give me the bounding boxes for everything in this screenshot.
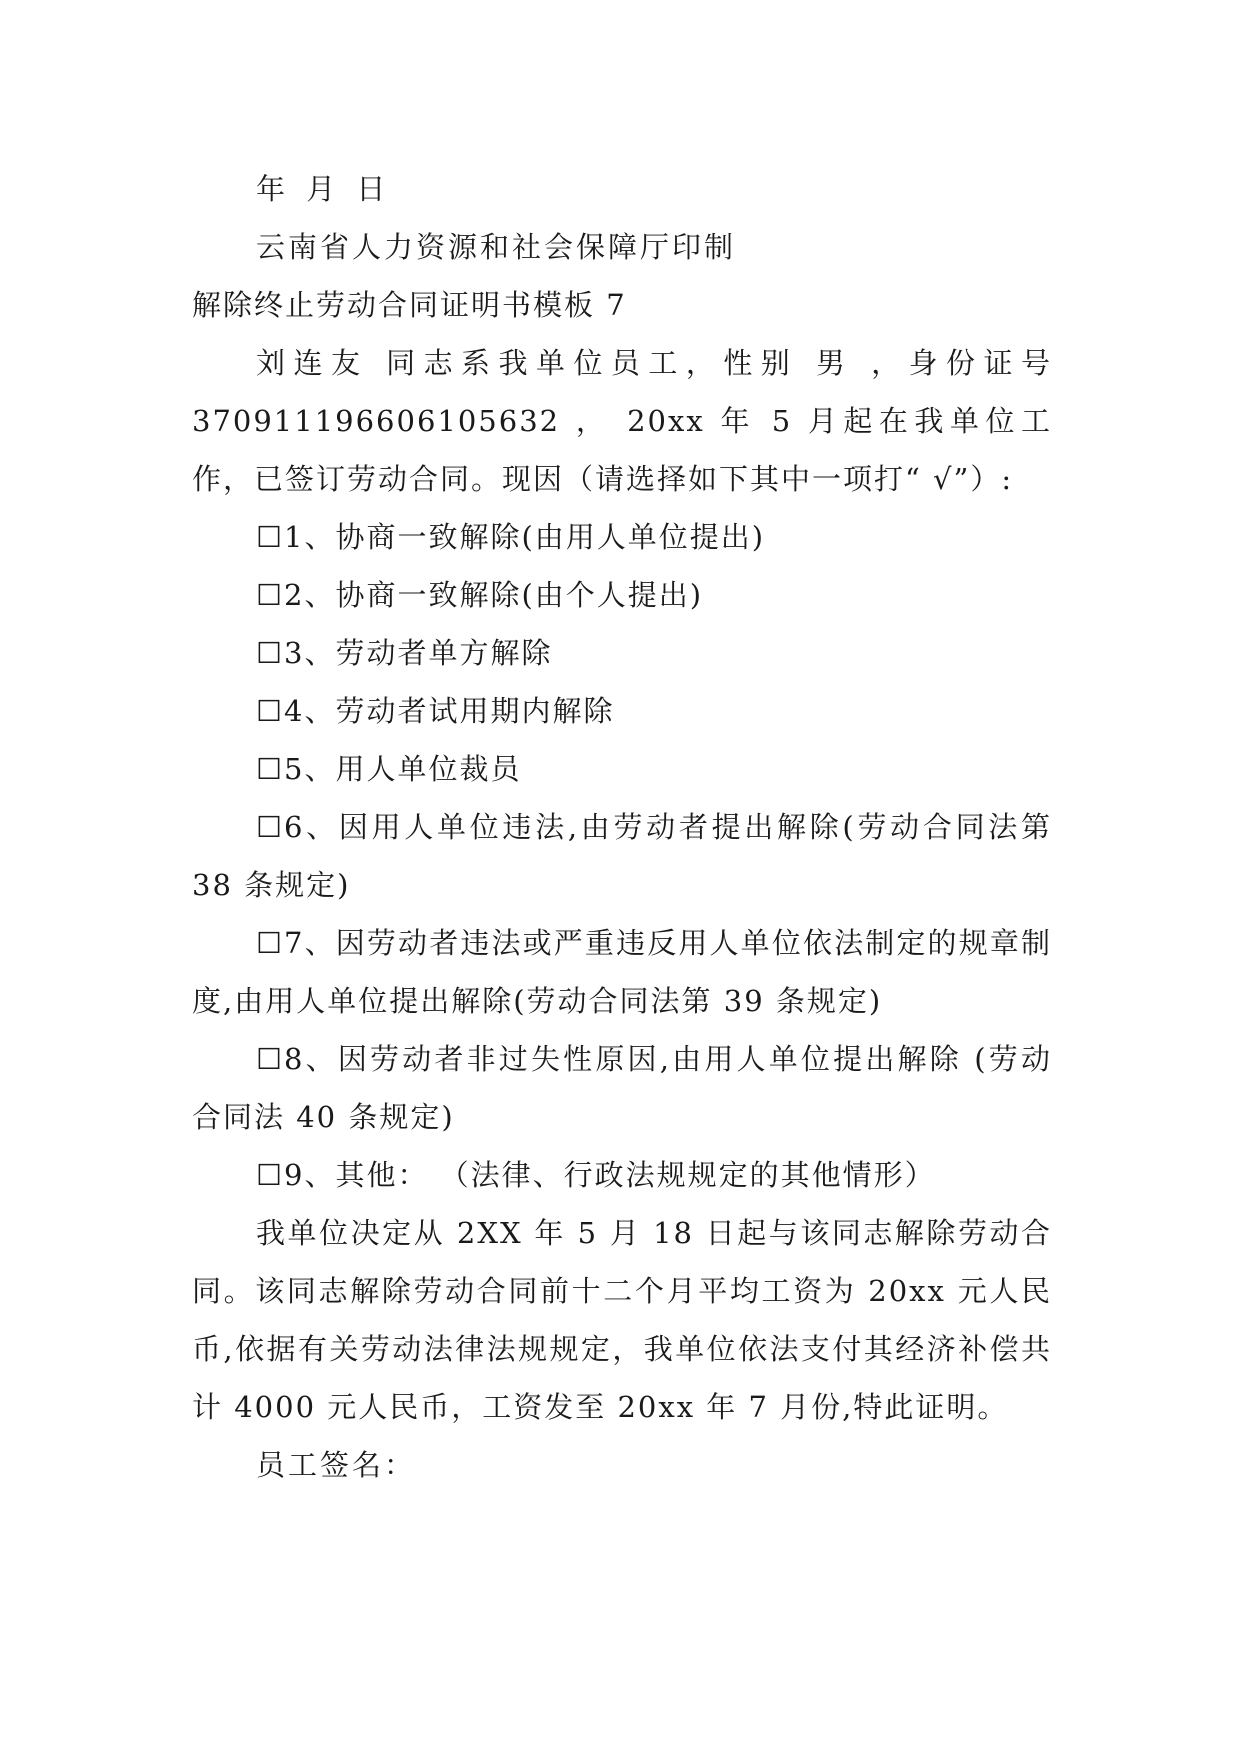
template-title: 解除终止劳动合同证明书模板 7 — [192, 288, 627, 322]
signature-label: 员工签名： — [256, 1448, 417, 1482]
option-8: ☐8、因劳动者非过失性原因,由用人单位提出解除 (劳动合同法 40 条规定) — [192, 1042, 1052, 1134]
option-6: ☐6、因用人单位违法,由劳动者提出解除(劳动合同法第 38 条规定) — [192, 810, 1052, 902]
option-2: ☐2、协商一致解除(由个人提出) — [256, 578, 704, 612]
decision-paragraph: 我单位决定从 2XX 年 5 月 18 日起与该同志解除劳动合同。该同志解除劳动合同前十二个月平均工资为 20xx 元人民币,依据有关劳动法律法规规定，我单位依法支付其经济补偿共计 4000 元人民币，工资发至 20xx 年 7 月份,特此证明。 — [192, 1216, 1052, 1424]
option-1: ☐1、协商一致解除(由用人单位提出) — [256, 520, 766, 554]
date-line: 年 月 日 — [256, 172, 392, 206]
document-body — [192, 160, 1052, 1494]
option-7: ☐7、因劳动者违法或严重违反用人单位依法制定的规章制度,由用人单位提出解除(劳动合同法第 39 条规定) — [192, 926, 1052, 1018]
issuer-line: 云南省人力资源和社会保障厅印制 — [256, 230, 737, 264]
option-4: ☐4、劳动者试用期内解除 — [256, 694, 615, 728]
intro-paragraph: 刘连友 同志系我单位员工，性别 男 ，身份证号 370911196606105632 ， 20xx 年 5 月起在我单位工作，已签订劳动合同。现因（请选择如下其中一项打“ √”）: — [192, 346, 1052, 496]
option-9: ☐9、其他： （法律、行政法规规定的其他情形） — [256, 1158, 936, 1192]
option-3: ☐3、劳动者单方解除 — [256, 636, 553, 670]
option-5: ☐5、用人单位裁员 — [256, 752, 522, 786]
